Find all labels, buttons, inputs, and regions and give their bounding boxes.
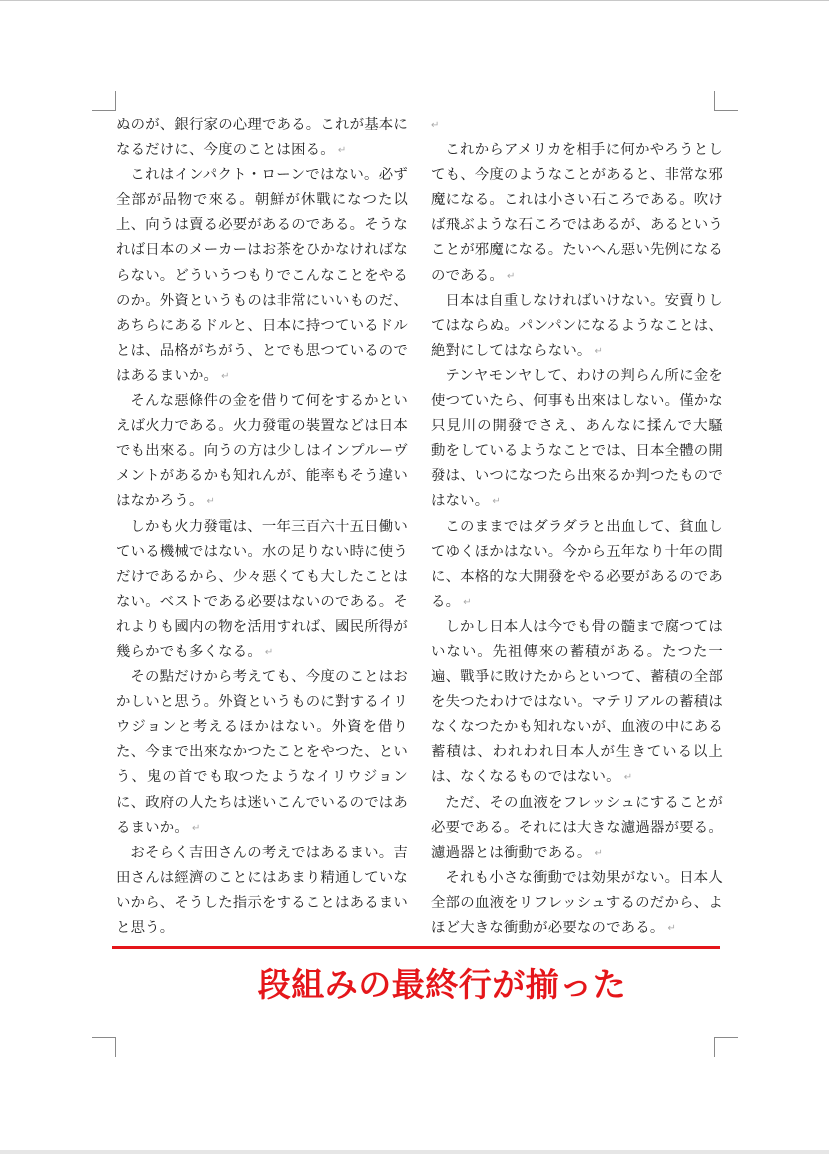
paragraph-text: テンヤモンヤして、わけの判らん所に金を使つていたら、何事も出來はしない。僅かな只見川の開發でさえ、あんなに揉んで大騷動をしているようなことでは、日本全體の開發は、いつになつたら出來るか判つたものではない。 bbox=[431, 367, 723, 510]
paragraph bbox=[431, 615, 723, 791]
paragraph-mark-icon: ↵ bbox=[506, 270, 516, 282]
empty-paragraph bbox=[431, 113, 723, 138]
paragraph-text: そんな惡條件の金を借りて何をするかといえば火力である。火力發電の裝置などは日本でも出來る。向うの方は少しはインプルーヴメントがあるかも知れんが、能率もそう違いはなかろう。 bbox=[116, 393, 408, 510]
paragraph-text: ぬのが、銀行家の心理である。これが基本になるだけに、今度のことは困る。 bbox=[116, 117, 408, 159]
paragraph-text: それも小さな衝動では効果がない。日本人全部の血液をリフレッシュするのだから、よほど大きな衝動が必要なのである。 bbox=[431, 869, 723, 936]
paragraph-text: おそらく吉田さんの考えではあるまい。吉田さんは經濟のことにはあまり精通していないから、そうした指示をすることはあるまいと思う。 bbox=[116, 844, 408, 936]
paragraph-text: このままではダラダラと出血して、貧血してゆくほかはない。今から五年なり十年の間に、本格的な大開發をやる必要があるのである。 bbox=[431, 518, 723, 610]
paragraph bbox=[116, 113, 408, 163]
page-gap bbox=[0, 1150, 829, 1154]
annotation-caption: 段組みの最終行が揃った bbox=[257, 965, 627, 1004]
paragraph bbox=[431, 866, 723, 941]
paragraph bbox=[431, 289, 723, 364]
paragraph bbox=[431, 364, 723, 515]
paragraph bbox=[431, 515, 723, 615]
paragraph-mark-icon: ↵ bbox=[594, 847, 604, 859]
paragraph-text: その點だけから考えても、今度のことはおかしいと思う。外資というものに對するイリウジョンと考えるほかはない。外資を借りた、今まで出來なかつたことをやつた、という、鬼の首でも取つたようなイリウジョンに、政府の人たちは迷いこんでいるのではあるまいか。 bbox=[116, 669, 408, 836]
paragraph-mark-icon: ↵ bbox=[492, 496, 501, 508]
paragraph bbox=[116, 841, 408, 941]
paragraph-text: しかも火力發電は、一年三百六十五日働いている機械ではない。水の足りない時に使うだけであるから、少々惡くても大したことはない。ベストである必要はないのである。それよりも國内の物を活用すれば、國民所得が幾らかでも多くなる。 bbox=[116, 518, 408, 660]
paragraph-mark-icon: ↵ bbox=[191, 822, 201, 834]
paragraph-mark-icon: ↵ bbox=[463, 596, 472, 608]
paragraph-mark-icon: ↵ bbox=[206, 496, 216, 508]
paragraph-mark-icon: ↵ bbox=[594, 345, 604, 357]
paragraph-mark-icon: ↵ bbox=[337, 145, 347, 157]
crop-mark-bottom-right bbox=[714, 1037, 738, 1057]
paragraph-text: 日本は自重しなければいけない。安賣りしてはならぬ。パンパンになるようなことは、絶對にしてはならない。 bbox=[431, 292, 723, 359]
paragraph-mark-icon: ↵ bbox=[221, 370, 230, 382]
last-line-highlight-rule bbox=[112, 946, 720, 949]
crop-mark-top-right bbox=[714, 91, 738, 111]
crop-mark-top-left bbox=[92, 91, 116, 111]
paragraph bbox=[116, 163, 408, 389]
paragraph-mark-icon: ↵ bbox=[623, 772, 633, 784]
paragraph bbox=[116, 515, 408, 666]
paragraph-text: これはインパクト・ローンではない。必ず全部が品物で來る。朝鮮が休戰になつた以上、向うは賣る必要があるのである。そうなれば日本のメーカーはお茶をひかなければならない。どういうつもりでこんなことをやるのか。外資というものは非常にいいものだ、あちらにあるドルと、日本に持つているドルとは、品格がちがう、とでも思つているのではあるまいか。 bbox=[116, 167, 408, 384]
crop-mark-bottom-left bbox=[92, 1037, 116, 1057]
right-text-column[interactable] bbox=[431, 113, 723, 941]
paragraph-mark-icon: ↵ bbox=[431, 120, 440, 131]
paragraph-text: しかし日本人は今でも骨の髓まで腐つてはいない。先祖傳來の蓄積がある。たつた一遍、戰爭に敗けたからといつて、蓄積の全部を失つたわけではない。マテリアルの蓄積はなくなつたかも知れないが、血液の中にある蓄積は、われわれ日本人が生きている以上は、なくなるものではない。 bbox=[431, 618, 723, 786]
paragraph-text: ただ、その血液をフレッシュにすることが必要である。それには大きな濾過器が要る。濾過器とは衝動である。 bbox=[431, 794, 723, 861]
paragraph-text: これからアメリカを相手に何かやろうとしても、今度のようなことがあると、非常な邪魔になる。これは小さい石ころである。吹けば飛ぶような石ころではあるが、あるということが邪魔になる。たいへん惡い先例になるのである。 bbox=[431, 142, 723, 284]
paragraph bbox=[431, 791, 723, 866]
paragraph bbox=[116, 665, 408, 841]
paragraph bbox=[116, 389, 408, 514]
paragraph-mark-icon: ↵ bbox=[264, 646, 274, 658]
left-text-column[interactable] bbox=[116, 113, 408, 941]
paragraph bbox=[431, 138, 723, 289]
paragraph-mark-icon: ↵ bbox=[667, 923, 677, 934]
